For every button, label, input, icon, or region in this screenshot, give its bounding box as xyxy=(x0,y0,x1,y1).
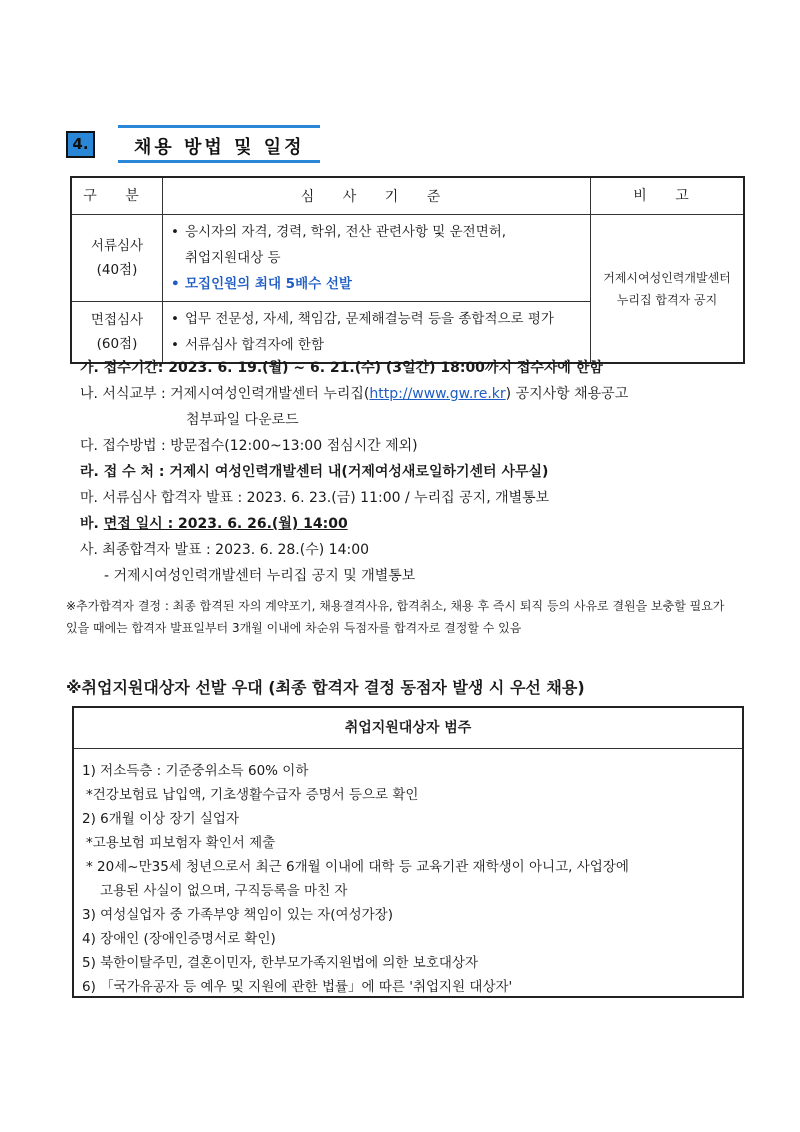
list-note-cont: 고용된 사실이 없으며, 구직등록을 마친 자 xyxy=(100,883,348,899)
section-title: 채용 방법 및 일정 xyxy=(134,137,305,158)
header-remark: 비 고 xyxy=(591,177,745,215)
homepage-link[interactable]: http://www.gw.re.kr xyxy=(369,386,506,402)
category-cell xyxy=(71,302,163,364)
remark-line: 거제시여성인력개발센터 xyxy=(603,270,731,285)
schedule-sa: 사. 최종합격자 발표 : 2023. 6. 28.(수) 14:00 xyxy=(80,542,370,558)
box-body xyxy=(74,749,742,999)
header-criteria: 심 사 기 준 xyxy=(163,177,591,215)
criteria-item: • 응시자의 자격, 경력, 학위, 전산 관련사항 및 운전면허, xyxy=(171,224,507,240)
table-row xyxy=(71,215,744,302)
list-item: 2) 6개월 이상 장기 실업자 xyxy=(82,811,239,827)
criteria-item: • 서류심사 합격자에 한함 xyxy=(171,337,324,353)
category-cell xyxy=(71,215,163,302)
schedule-na: 나. 서식교부 : 거제시여성인력개발센터 누리집(http://www.gw.re.kr) 공지사항 채용공고 xyxy=(80,386,629,402)
schedule-na-line2: 첨부파일 다운로드 xyxy=(186,412,299,428)
criteria-item: • 업무 전문성, 자세, 책임감, 문제해결능력 등을 종합적으로 평가 xyxy=(171,311,554,327)
schedule-ba: 바. 면접 일시 : 2023. 6. 26.(월) 14:00 xyxy=(80,516,348,532)
header-rule-bottom xyxy=(118,160,320,163)
section-header xyxy=(66,125,320,163)
list-note: * 20세~만35세 청년으로서 최근 6개월 이내에 대학 등 교육기관 재학생이 아니고, 사업장에 xyxy=(86,859,629,875)
schedule-ma: 마. 서류심사 합격자 발표 : 2023. 6. 23.(금) 11:00 / 누리집 공지, 개별통보 xyxy=(80,490,550,506)
schedule-sa-sub: - 거제시여성인력개발센터 누리집 공지 및 개별통보 xyxy=(104,568,416,584)
category-label: 면접심사 xyxy=(90,312,144,328)
screening-table xyxy=(70,176,745,364)
list-item: 1) 저소득층 : 기준중위소득 60% 이하 xyxy=(82,763,309,779)
list-item: 4) 장애인 (장애인증명서로 확인) xyxy=(82,931,276,947)
category-score: (60점) xyxy=(96,336,138,352)
additional-hire-note: ※추가합격자 결정 : 최종 합격된 자의 계약포기, 채용결격사유, 합격취소, 채용 후 즉시 퇴직 등의 사유로 결원을 보충할 필요가 있을 때에는 합격자 발표일부터 3개월 이내에 차순위 득점자를 합격자로 결정할 수 있음 xyxy=(66,599,725,635)
criteria-item-cont: 취업지원대상 등 xyxy=(185,250,281,266)
list-item: 3) 여성실업자 중 가족부양 책임이 있는 자(여성가장) xyxy=(82,907,393,923)
category-label: 서류심사 xyxy=(90,238,144,254)
interview-datetime: 면접 일시 : 2023. 6. 26.(월) 14:00 xyxy=(103,516,348,532)
criteria-cell xyxy=(163,302,591,364)
preference-heading: ※취업지원대상자 선발 우대 (최종 합격자 결정 동점자 발생 시 우선 채용) xyxy=(66,678,585,697)
remark-cell xyxy=(591,215,745,364)
box-title: 취업지원대상자 범주 xyxy=(74,708,742,749)
list-item: 5) 북한이탈주민, 결혼이민자, 한부모가족지원법에 의한 보호대상자 xyxy=(82,955,479,971)
header-category: 구 분 xyxy=(71,177,163,215)
criteria-item-highlight: • 모집인원의 최대 5배수 선발 xyxy=(171,276,352,292)
remark-line: 누리집 합격자 공지 xyxy=(616,292,718,307)
list-note: *건강보험료 납입액, 기초생활수급자 증명서 등으로 확인 xyxy=(86,787,419,803)
support-category-box xyxy=(72,706,744,998)
category-score: (40점) xyxy=(96,262,138,278)
section-number: 4. xyxy=(66,131,95,158)
schedule-da: 다. 접수방법 : 방문접수(12:00~13:00 점심시간 제외) xyxy=(80,438,418,454)
header-rule-top xyxy=(118,125,320,128)
criteria-cell xyxy=(163,215,591,302)
list-item: 6) 「국가유공자 등 예우 및 지원에 관한 법률」에 따른 '취업지원 대상자' xyxy=(82,979,513,995)
schedule-ra: 라. 접 수 처 : 거제시 여성인력개발센터 내(거제여성새로일하기센터 사무실) xyxy=(80,464,549,480)
schedule-ga: 가. 접수기간: 2023. 6. 19.(월) ~ 6. 21.(수) (3일간) 18:00까지 접수자에 한함 xyxy=(80,360,603,376)
list-note: *고용보험 피보험자 확인서 제출 xyxy=(86,835,276,851)
table-header-row xyxy=(71,177,744,215)
